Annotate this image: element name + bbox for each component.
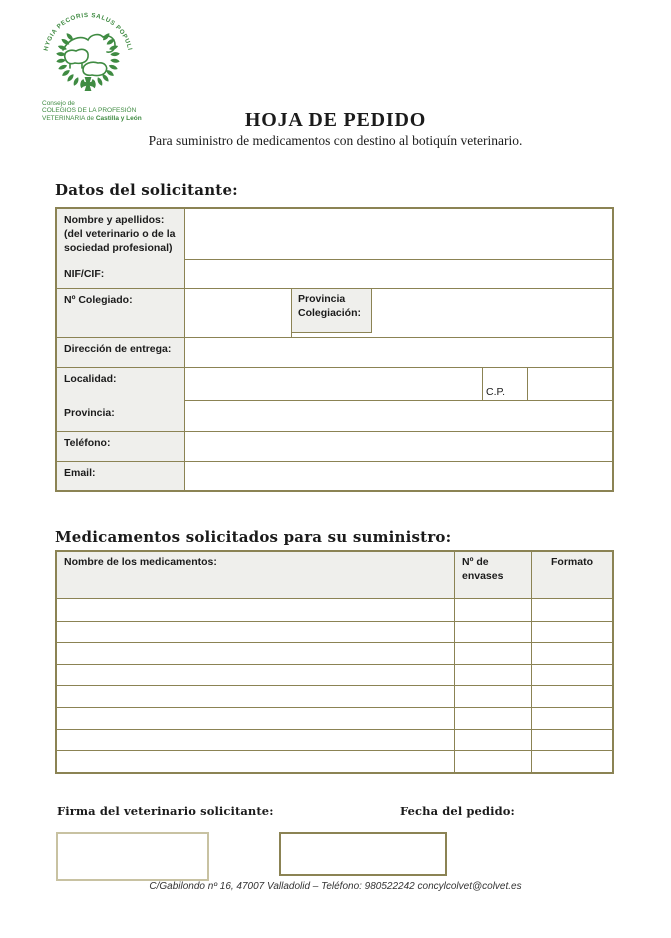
medication-formato-cell[interactable] xyxy=(532,665,612,686)
row-colegiado xyxy=(57,288,612,337)
medication-envases-cell[interactable] xyxy=(455,751,532,772)
medication-row xyxy=(57,685,612,707)
cross-icon xyxy=(81,77,95,91)
provincia-label: Provincia: xyxy=(64,407,115,419)
direccion-label: Dirección de entrega: xyxy=(57,338,185,367)
medications-rows xyxy=(57,599,612,772)
column-header-num-envases: Nº de envases xyxy=(455,552,532,598)
medication-formato-cell[interactable] xyxy=(532,643,612,664)
medication-envases-cell[interactable] xyxy=(455,686,532,707)
applicant-section-heading: Datos del solicitante: xyxy=(55,181,238,199)
telefono-label: Teléfono: xyxy=(57,432,185,461)
medication-envases-cell[interactable] xyxy=(455,708,532,729)
row-telefono xyxy=(57,431,612,461)
org-logo xyxy=(36,8,146,122)
provincia-colegiacion-label: Provincia Colegiación: xyxy=(292,289,372,333)
provincia-input[interactable] xyxy=(185,401,612,431)
medication-row xyxy=(57,599,612,621)
medication-envases-cell[interactable] xyxy=(455,665,532,686)
medication-envases-cell[interactable] xyxy=(455,599,532,621)
medication-name-cell[interactable] xyxy=(57,686,455,707)
medication-formato-cell[interactable] xyxy=(532,686,612,707)
medication-name-cell[interactable] xyxy=(57,665,455,686)
medication-formato-cell[interactable] xyxy=(532,708,612,729)
email-input[interactable] xyxy=(185,462,612,490)
row-localidad-provincia xyxy=(57,367,612,431)
medications-section-heading: Medicamentos solicitados para su suministro: xyxy=(55,528,452,546)
colegiado-label: Nº Colegiado: xyxy=(57,289,185,337)
medication-name-cell[interactable] xyxy=(57,730,455,751)
footer-contact: C/Gabilondo nº 16, 47007 Valladolid – Teléfono: 980522242 concylcolvet@colvet.es xyxy=(149,881,522,892)
medication-formato-cell[interactable] xyxy=(532,599,612,621)
nif-label: NIF/CIF: xyxy=(64,268,105,280)
medication-name-cell[interactable] xyxy=(57,751,455,772)
direccion-input[interactable] xyxy=(185,338,612,367)
medication-row xyxy=(57,664,612,686)
cp-input[interactable] xyxy=(528,368,612,400)
logo-motto: HYGIA PECORIS SALUS POPULI xyxy=(42,11,134,52)
medication-name-cell[interactable] xyxy=(57,643,455,664)
medication-row xyxy=(57,621,612,643)
org-logo-emblem xyxy=(36,8,140,100)
medication-envases-cell[interactable] xyxy=(455,730,532,751)
org-name-line2: COLEGIOS DE LA PROFESIÓN xyxy=(42,107,137,115)
localidad-provincia-inputs xyxy=(185,368,612,431)
medication-row xyxy=(57,707,612,729)
email-label: Email: xyxy=(57,462,185,490)
medication-name-cell[interactable] xyxy=(57,708,455,729)
org-name-line1: Consejo de xyxy=(42,100,75,107)
date-box[interactable] xyxy=(279,832,447,876)
row-direccion xyxy=(57,337,612,367)
nombre-nif-inputs xyxy=(185,209,612,288)
row-email xyxy=(57,461,612,490)
column-header-formato: Formato xyxy=(551,556,593,568)
cp-label-cell xyxy=(483,368,528,400)
nombre-nif-label-cell xyxy=(57,209,185,288)
firma-label: Firma del veterinario solicitante: xyxy=(57,804,274,818)
row-nombre-nif xyxy=(57,209,612,288)
medication-envases-cell[interactable] xyxy=(455,622,532,643)
form-title: HOJA DE PEDIDO xyxy=(244,109,427,131)
fecha-label: Fecha del pedido: xyxy=(400,804,515,818)
medication-row xyxy=(57,729,612,751)
medication-envases-cell[interactable] xyxy=(455,643,532,664)
medications-header-row xyxy=(57,552,612,599)
nif-input[interactable] xyxy=(185,260,612,288)
localidad-provincia-label-cell xyxy=(57,368,185,431)
org-name-line3: VETERINARIA de Castilla y León xyxy=(42,114,142,122)
colegiado-input[interactable] xyxy=(185,289,292,337)
svg-text:HYGIA PECORIS SALUS POPULI xyxy=(43,12,134,52)
column-header-nombre-medicamentos: Nombre de los medicamentos: xyxy=(57,552,455,598)
medications-table xyxy=(55,550,614,774)
medication-formato-cell[interactable] xyxy=(532,751,612,772)
applicant-table xyxy=(55,207,614,492)
nombre-input[interactable] xyxy=(185,209,612,260)
localidad-cp-subrow xyxy=(185,368,612,401)
livestock-icon xyxy=(63,35,115,76)
telefono-input[interactable] xyxy=(185,432,612,461)
cp-label: C.P. xyxy=(486,386,506,398)
provincia-colegiacion-label-cell xyxy=(292,289,372,337)
form-subtitle: Para suministro de medicamentos con destino al botiquín veterinario. xyxy=(148,133,523,148)
localidad-label: Localidad: xyxy=(64,373,117,385)
nombre-label: Nombre y apellidos: xyxy=(64,214,165,226)
medication-name-cell[interactable] xyxy=(57,622,455,643)
nombre-note-line2: sociedad profesional) xyxy=(64,242,173,254)
medication-formato-cell[interactable] xyxy=(532,622,612,643)
medication-row xyxy=(57,642,612,664)
medication-row xyxy=(57,750,612,772)
localidad-input[interactable] xyxy=(185,368,483,400)
medication-formato-cell[interactable] xyxy=(532,730,612,751)
provincia-colegiacion-input[interactable] xyxy=(372,289,612,337)
medication-name-cell[interactable] xyxy=(57,599,455,621)
signature-box[interactable] xyxy=(56,832,209,881)
nombre-note-line1: (del veterinario o de la xyxy=(64,228,176,240)
